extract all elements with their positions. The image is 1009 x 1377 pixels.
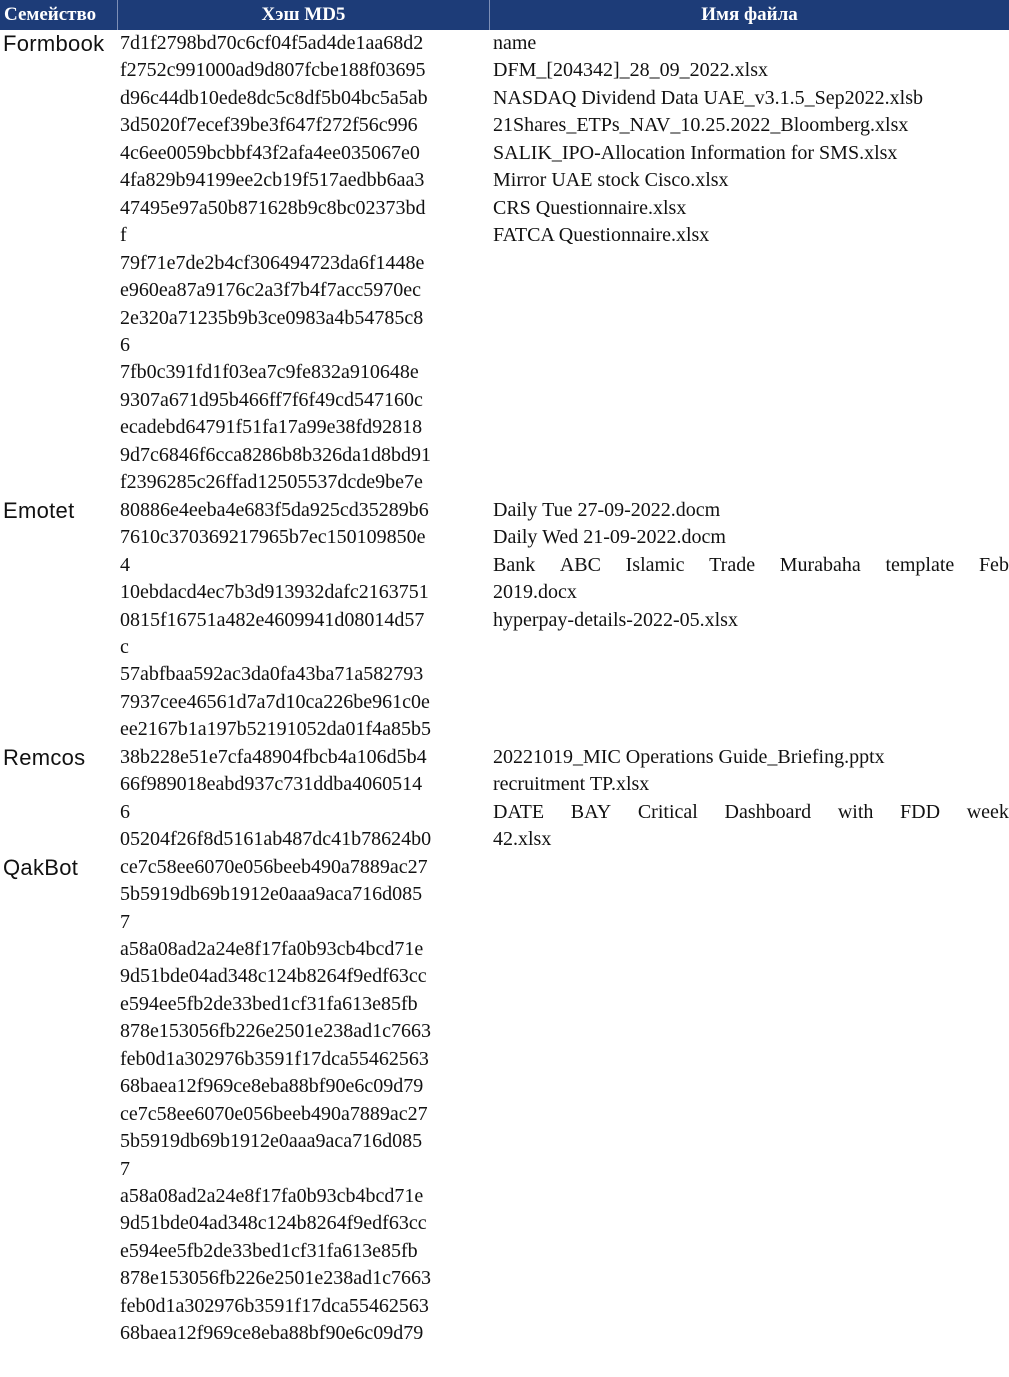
filename-word: week (966, 800, 1009, 823)
filename-cell (490, 744, 1009, 854)
md5-hash-line: ce7c58ee6070e056beeb490a7889ac27 (120, 855, 428, 878)
md5-hash-line: e960ea87a9176c2a3f7b4f7acc5970ec (120, 279, 421, 302)
md5-hash-line: f (120, 224, 127, 247)
filename-line (493, 799, 1009, 826)
md5-hash-line: 38b228e51e7cfa48904fbcb4a106d5b4 (120, 745, 427, 768)
filename-word: DATE (493, 800, 545, 823)
md5-hash-line: 57abfbaa592ac3da0fa43ba71a582793 (120, 663, 424, 686)
malware-family-cell: Emotet (3, 497, 75, 523)
md5-hash-line: ee2167b1a197b52191052da01f4a85b5 (120, 718, 432, 741)
filename-line: FATCA Questionnaire.xlsx (493, 224, 710, 247)
md5-hash-line: a58a08ad2a24e8f17fa0b93cb4bcd71e (120, 1185, 424, 1208)
filename-line: 42.xlsx (493, 828, 552, 851)
filename-word: with (837, 800, 874, 823)
filename-line: Daily Tue 27-09-2022.docm (493, 498, 721, 521)
md5-hash-line: d96c44db10ede8dc5c8df5b04bc5a5ab (120, 86, 428, 109)
table-row (0, 744, 1009, 854)
filename-line: name (493, 32, 537, 54)
md5-hash-line: 7610c370369217965b7ec150109850e (120, 526, 426, 549)
md5-hash-line: 4c6ee0059bcbbf43f2afa4ee035067e0 (120, 141, 420, 164)
malware-family-cell: Formbook (3, 31, 105, 56)
md5-hash-line: e594ee5fb2de33bed1cf31fa613e85fb (120, 992, 418, 1015)
md5-hash-line: 7 (120, 910, 130, 933)
filename-cell (490, 497, 1009, 744)
table-row (0, 30, 1009, 497)
filename-line: DFM_[204342]_28_09_2022.xlsx (493, 59, 769, 82)
filename-line: recruitment TP.xlsx (493, 773, 650, 796)
md5-hash-line: 9307a671d95b466ff7f6f49cd547160c (120, 388, 423, 411)
md5-hash-line: 9d51bde04ad348c124b8264f9edf63cc (120, 1212, 427, 1235)
md5-hash-line: 2e320a71235b9b3ce0983a4b54785c8 (120, 306, 424, 329)
md5-hash-line: 7 (120, 1157, 130, 1180)
md5-hash-line: e594ee5fb2de33bed1cf31fa613e85fb (120, 1239, 418, 1262)
md5-hash-line: feb0d1a302976b3591f17dca55462563 (120, 1294, 429, 1317)
md5-hash-line: ecadebd64791f51fa17a99e38fd92818 (120, 416, 423, 439)
malware-family-cell: QakBot (3, 854, 79, 880)
malware-family-cell: Remcos (3, 744, 86, 770)
md5-hash-line: c (120, 635, 129, 658)
filename-line: 2019.docx (493, 581, 577, 604)
md5-hash-cell (118, 30, 490, 497)
filename-line: CRS Questionnaire.xlsx (493, 196, 687, 219)
column-header-filename: Имя файла (701, 4, 798, 25)
filename-word: ABC (559, 553, 601, 576)
filename-line: Daily Wed 21-09-2022.docm (493, 526, 726, 549)
table-header (0, 0, 1009, 30)
md5-hash-cell (118, 854, 490, 1348)
md5-hash-cell (118, 497, 490, 744)
md5-hash-line: 68baea12f969ce8eba88bf90e6c09d79 (120, 1075, 424, 1098)
filename-word: template (885, 553, 955, 576)
filename-word: FDD (900, 800, 941, 823)
filename-word: Trade (709, 553, 756, 576)
md5-hash-line: 7d1f2798bd70c6cf04f5ad4de1aa68d2 (120, 32, 424, 54)
filename-word: Murabaha (779, 553, 861, 576)
filename-word: Bank (493, 553, 536, 576)
md5-hash-line: 6 (120, 800, 130, 823)
filename-line (493, 552, 1009, 579)
md5-hash-line: 10ebdacd4ec7b3d913932dafc2163751 (120, 581, 429, 604)
md5-hash-line: 47495e97a50b871628b9c8bc02373bd (120, 196, 426, 219)
table-row (0, 497, 1009, 744)
md5-hash-line: 878e153056fb226e2501e238ad1c7663 (120, 1020, 432, 1043)
md5-hash-line: feb0d1a302976b3591f17dca55462563 (120, 1047, 429, 1070)
filename-line: Mirror UAE stock Cisco.xlsx (493, 169, 729, 192)
md5-hash-line: ce7c58ee6070e056beeb490a7889ac27 (120, 1102, 428, 1125)
md5-hash-line: f2396285c26ffad12505537dcde9be7e (120, 471, 423, 494)
md5-hash-line: 05204f26f8d5161ab487dc41b78624b0 (120, 828, 432, 851)
filename-line: hyperpay-details-2022-05.xlsx (493, 608, 738, 631)
md5-hash-cell (118, 744, 490, 854)
column-header-md5-hash: Хэш MD5 (118, 0, 490, 30)
md5-hash-line: 9d7c6846f6cca8286b8b326da1d8bd91 (120, 443, 432, 466)
md5-hash-line: 79f71e7de2b4cf306494723da6f1448e (120, 251, 425, 274)
filename-cell (490, 854, 1009, 1348)
filename-line: SALIK_IPO-Allocation Information for SMS.xlsx (493, 141, 898, 164)
filename-word: Dashboard (724, 800, 812, 823)
filename-line: NASDAQ Dividend Data UAE_v3.1.5_Sep2022.xlsb (493, 86, 923, 109)
filename-word: Critical (637, 800, 698, 823)
table-body (0, 30, 1009, 1348)
column-header-family: Семейство (0, 0, 118, 30)
table-row (0, 854, 1009, 1348)
md5-hash-line: 9d51bde04ad348c124b8264f9edf63cc (120, 965, 427, 988)
md5-hash-line: 4 (120, 553, 130, 576)
md5-hash-line: a58a08ad2a24e8f17fa0b93cb4bcd71e (120, 937, 424, 960)
filename-line: 21Shares_ETPs_NAV_10.25.2022_Bloomberg.xlsx (493, 114, 909, 137)
md5-hash-line: 878e153056fb226e2501e238ad1c7663 (120, 1267, 432, 1290)
md5-hash-line: 7fb0c391fd1f03ea7c9fe832a910648e (120, 361, 419, 384)
md5-hash-line: 66f989018eabd937c731ddba4060514 (120, 773, 423, 796)
md5-hash-line: 0815f16751a482e4609941d08014d57 (120, 608, 425, 631)
md5-hash-line: 3d5020f7ecef39be3f647f272f56c996 (120, 114, 418, 137)
md5-hash-line: 6 (120, 333, 130, 356)
md5-hash-line: f2752c991000ad9d807fcbe188f03695 (120, 59, 426, 82)
filename-word: Feb (978, 553, 1009, 576)
md5-hash-line: 5b5919db69b1912e0aaa9aca716d085 (120, 1130, 423, 1153)
filename-word: Islamic (625, 553, 685, 576)
md5-hash-line: 7937cee46561d7a7d10ca226be961c0e (120, 690, 430, 713)
md5-hash-line: 4fa829b94199ee2cb19f517aedbb6aa3 (120, 169, 425, 192)
filename-cell (490, 30, 1009, 497)
filename-word: BAY (570, 800, 612, 823)
md5-hash-line: 68baea12f969ce8eba88bf90e6c09d79 (120, 1322, 424, 1345)
md5-hash-line: 80886e4eeba4e683f5da925cd35289b6 (120, 498, 429, 521)
filename-line: 20221019_MIC Operations Guide_Briefing.pptx (493, 745, 885, 768)
md5-hash-line: 5b5919db69b1912e0aaa9aca716d085 (120, 883, 423, 906)
